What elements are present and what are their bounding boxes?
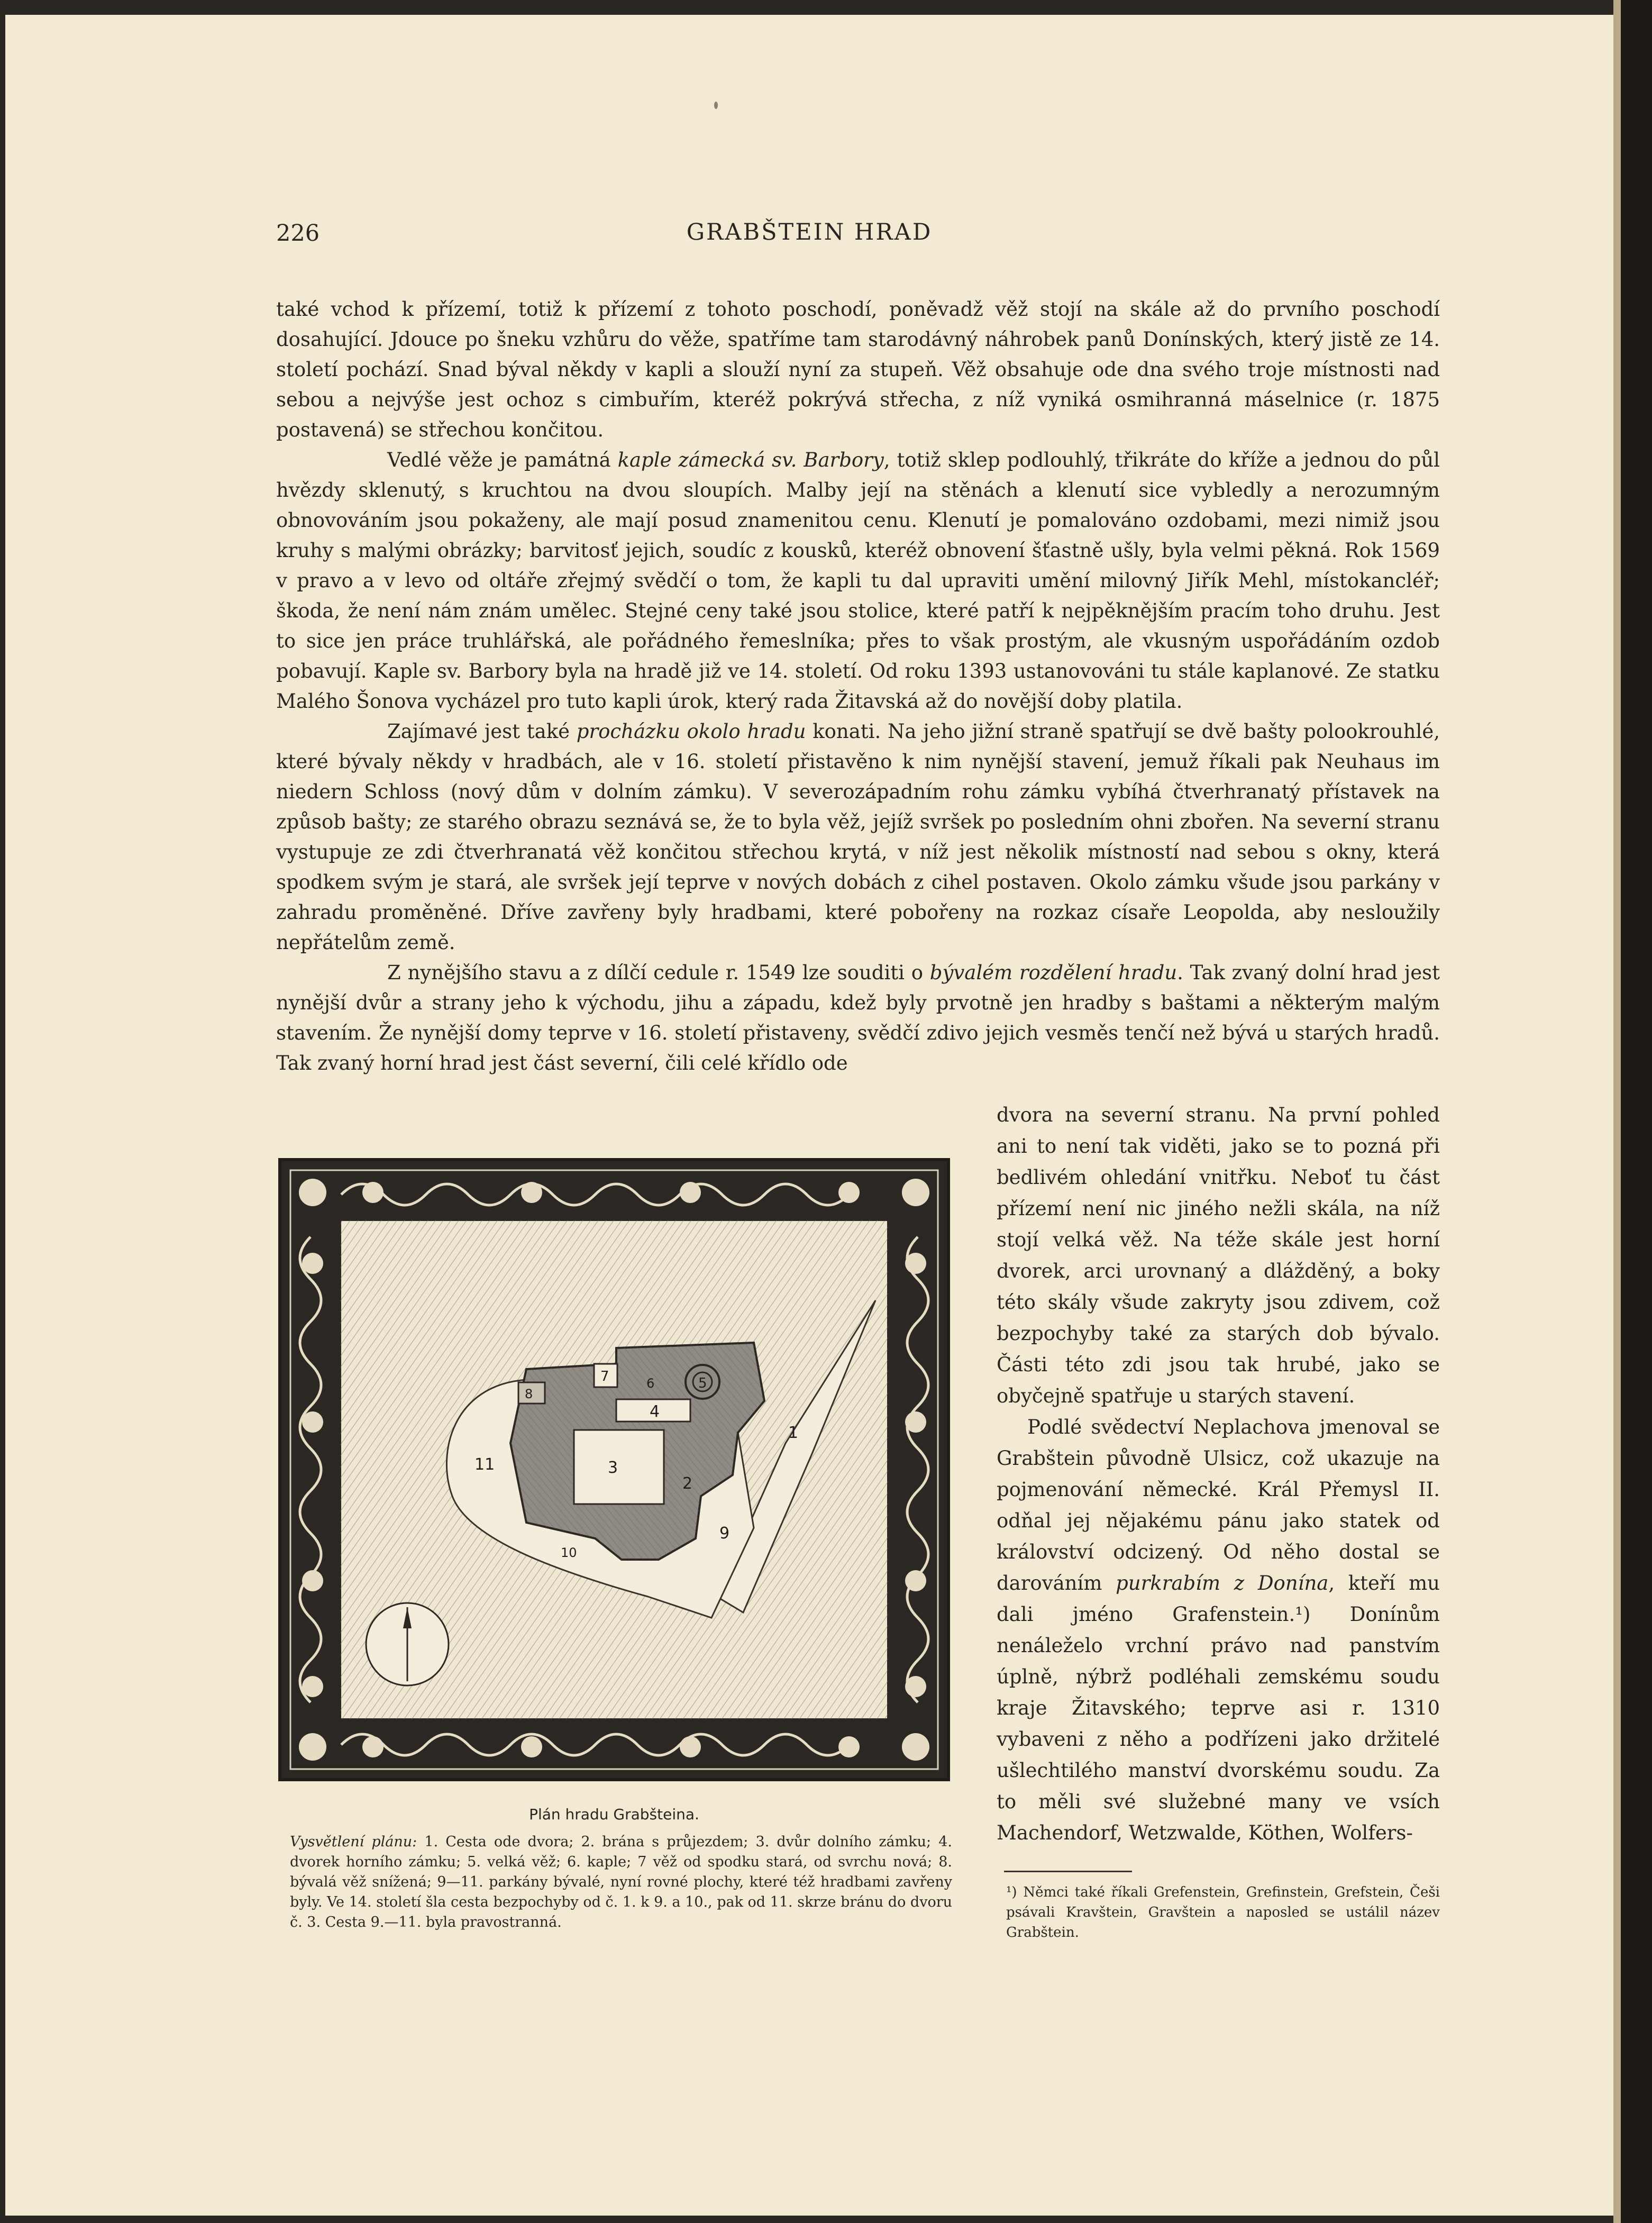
plan-label-7: 7 [600, 1369, 609, 1384]
footnote-rule [1004, 1871, 1132, 1872]
side-paragraph-2-text-a: Podlé svědectví Neplachova jmenoval se Grabštein původně Ulsicz, což ukazuje na pojmenování německé. Král Přemysl II. odňal jej nějakému pánu jako statek od království odcizený. Od něho dostal se darováním [997, 1416, 1440, 1595]
lower-courtyard [574, 1430, 664, 1504]
book-page [5, 15, 1613, 2216]
castle-plan-figure [278, 1158, 951, 1782]
paragraph-2-text-a: Vedlé věže je památná [387, 449, 618, 471]
paragraph-3-emphasis: procházku okolo hradu [576, 720, 806, 743]
side-paragraph-1: dvora na severní stranu. Na první pohled ani to není tak viděti, jako se to pozná při bedlivém ohledání vnitřku. Neboť tu část přízemí není nic jiného nežli skála, na níž stojí velká věž. Na téže skále jest horní dvorek, arci urovnaný a dlážděný, a boky této skály všude zakryty jsou zdivem, což bezpochyby také za starých dob bývalo. Části této zdi jsou tak hrubé, jako se obyčejně spatřuje u starých stavení. [997, 1104, 1440, 1407]
ink-speck [714, 102, 718, 109]
plan-label-8: 8 [525, 1387, 533, 1401]
plan-label-10: 10 [561, 1545, 577, 1560]
figure-legend-label: Vysvětlení plánu: [290, 1834, 417, 1850]
paragraph-3-text-a: Zajímavé jest také [387, 720, 577, 743]
paragraph-4 [276, 958, 1440, 1078]
paragraph-4-text-b: . Tak zvaný dolní hrad jest nynější dvůr a strany jeho k východu, jihu a západu, kdež byly prvotně jen hradby s baštami a některým malým stavením. Že nynější domy teprve v 16. století přistaveny, svědčí zdivo jejich vesměs tenčí než bývá u starých hradů. Tak zvaný horní hrad jest část severní, čili celé křídlo ode [276, 961, 1440, 1074]
plan-label-9: 9 [719, 1524, 730, 1543]
paragraph-2-text-b: , totiž sklep podlouhlý, třikráte do kříže a jednou do půl hvězdy sklenutý, s kruchtou na dvou sloupích. Malby její na stěnách a klenutí sice vybledly a nerozumným obnovováním jsou pokaženy, ale mají posud znamenitou cenu. Klenutí je pomalováno ozdobami, mezi nimiž jsou kruhy s malými obrázky; barvitosť jejich, soudíc z kousků, kteréž obnovení šťastně ušly, byla velmi pěkná. Rok 1569 v pravo a v levo od oltáře zřejmý svědčí o tom, že kapli tu dal upraviti umění milovný Jiřík Mehl, místokancléř; škoda, že není nám znám umělec. Stejné ceny také jsou stolice, které patří k nejpěknějším pracím toho druhu. Jest to sice jen práce truhlářská, ale pořádného řemeslníka; přes to však prostým, ale vkusným uspořádáním ozdob pobavují. Kaple sv. Barbory byla na hradě již ve 14. století. Od roku 1393 ustanovováni tu stále kaplanové. Ze statku Malého Šonova vycházel pro tuto kapli úrok, který rada Žitavská až do novější doby platila. [276, 449, 1440, 713]
plan-label-11: 11 [474, 1455, 495, 1474]
figure-legend [290, 1832, 952, 1933]
side-column-text [997, 1099, 1440, 1848]
plan-label-3: 3 [608, 1459, 618, 1477]
paragraph-4-emphasis: bývalém rozdělení hradu [929, 961, 1178, 984]
paragraph-2-emphasis: kaple zámecká sv. Barbory [617, 449, 884, 471]
side-paragraph-2 [997, 1411, 1440, 1848]
paragraph-3-text-b: konati. Na jeho jižní straně spatřují se dvě bašty polookrouhlé, které bývaly někdy v hradbách, ale v 16. století přistavěno k nim nynější stavení, jemuž říkali pak Neuhaus im niedern Schloss (nový dům v dolním zámku). V severozápadním rohu zámku vybíhá čtverhranatý přístavek na způsob bašty; ze starého obrazu seznává se, že to byla věž, jejíž svršek po posledním ohni zbořen. Na severní stranu vystupuje ze zdi čtverhranatá věž končitou střechou krytá, v níž jest několik místností nad sebou s okny, která spodkem svým je stará, ale svršek její teprve v nových dobách z cihel postaven. Okolo zámku všude jsou parkány v zahradu proměněné. Dříve zavřeny byly hradbami, které pobořeny na rozkaz císaře Leopolda, aby nesloužily nepřátelům země. [276, 720, 1440, 954]
plan-label-4: 4 [650, 1402, 660, 1421]
figure-caption-title: Plán hradu Grabšteina. [529, 1806, 699, 1823]
plan-label-5: 5 [698, 1375, 707, 1391]
paragraph-4-text-a: Z nynějšího stavu a z dílčí cedule r. 1549 lze souditi o [387, 961, 930, 984]
side-paragraph-2-text-b: , kteří mu dali jméno Grafenstein.¹) Donínům nenáleželo vrchní právo nad panstvím úplně, nýbrž podléhali zemskému soudu kraje Žitavského; teprve asi r. 1310 vybaveni z něho a podřízeni jako držitelé ušlechtilého manství dvorskému soudu. Za to měli své služebné many ve vsích Machendorf, Wetzwalde, Köthen, Wolfers- [997, 1572, 1440, 1844]
paragraph-3 [276, 716, 1440, 958]
plan-label-2: 2 [682, 1474, 693, 1493]
running-title: GRABŠTEIN HRAD [686, 219, 933, 245]
figure-legend-text: 1. Cesta ode dvora; 2. brána s průjezdem; 3. dvůr dolního zámku; 4. dvorek horního zámku; 5. velká věž; 6. kaple; 7 věž od spodku stará, od svrchu nová; 8. bývalá věž snížená; 9—11. parkány bývalé, nyní rovné plochy, které též hradbami zavřeny byly. Ve 14. století šla cesta bezpochyby od č. 1. k 9. a 10., pak od 11. skrze bránu do dvoru č. 3. Cesta 9.—11. byla pravostranná. [290, 1834, 952, 1930]
paragraph-1: také vchod k přízemí, totiž k přízemí z tohoto poschodí, poněvadž věž stojí na skále až do prvního poschodí dosahující. Jdouce po šneku vzhůru do věže, spatříme tam starodávný náhrobek panů Donínských, který jistě ze 14. století pochází. Snad býval někdy v kapli a slouží nyní za stupeň. Věž obsahuje ode dna svého troje místnosti nad sebou a nejvýše jest ochoz s cimbuřím, kteréž pokrývá střecha, z níž vyniká osmihranná máselnice (r. 1875 postavená) se střechou končitou. [276, 298, 1440, 441]
paragraph-2 [276, 445, 1440, 716]
side-paragraph-2-emphasis: purkrabím z Donína [1116, 1572, 1329, 1595]
main-text [276, 294, 1440, 1078]
plan-label-1: 1 [788, 1424, 799, 1442]
page-edge [1613, 0, 1621, 2223]
page-number: 226 [276, 220, 320, 247]
footnote: ¹) Němci také říkali Grefenstein, Grefinstein, Grefstein, Češi psávali Kravštein, Gravštein a naposled se ustálil název Grabštein. [1006, 1884, 1440, 1940]
compass-rose [366, 1603, 449, 1686]
book-spine [1613, 0, 1652, 2223]
plan-label-6: 6 [646, 1376, 655, 1391]
